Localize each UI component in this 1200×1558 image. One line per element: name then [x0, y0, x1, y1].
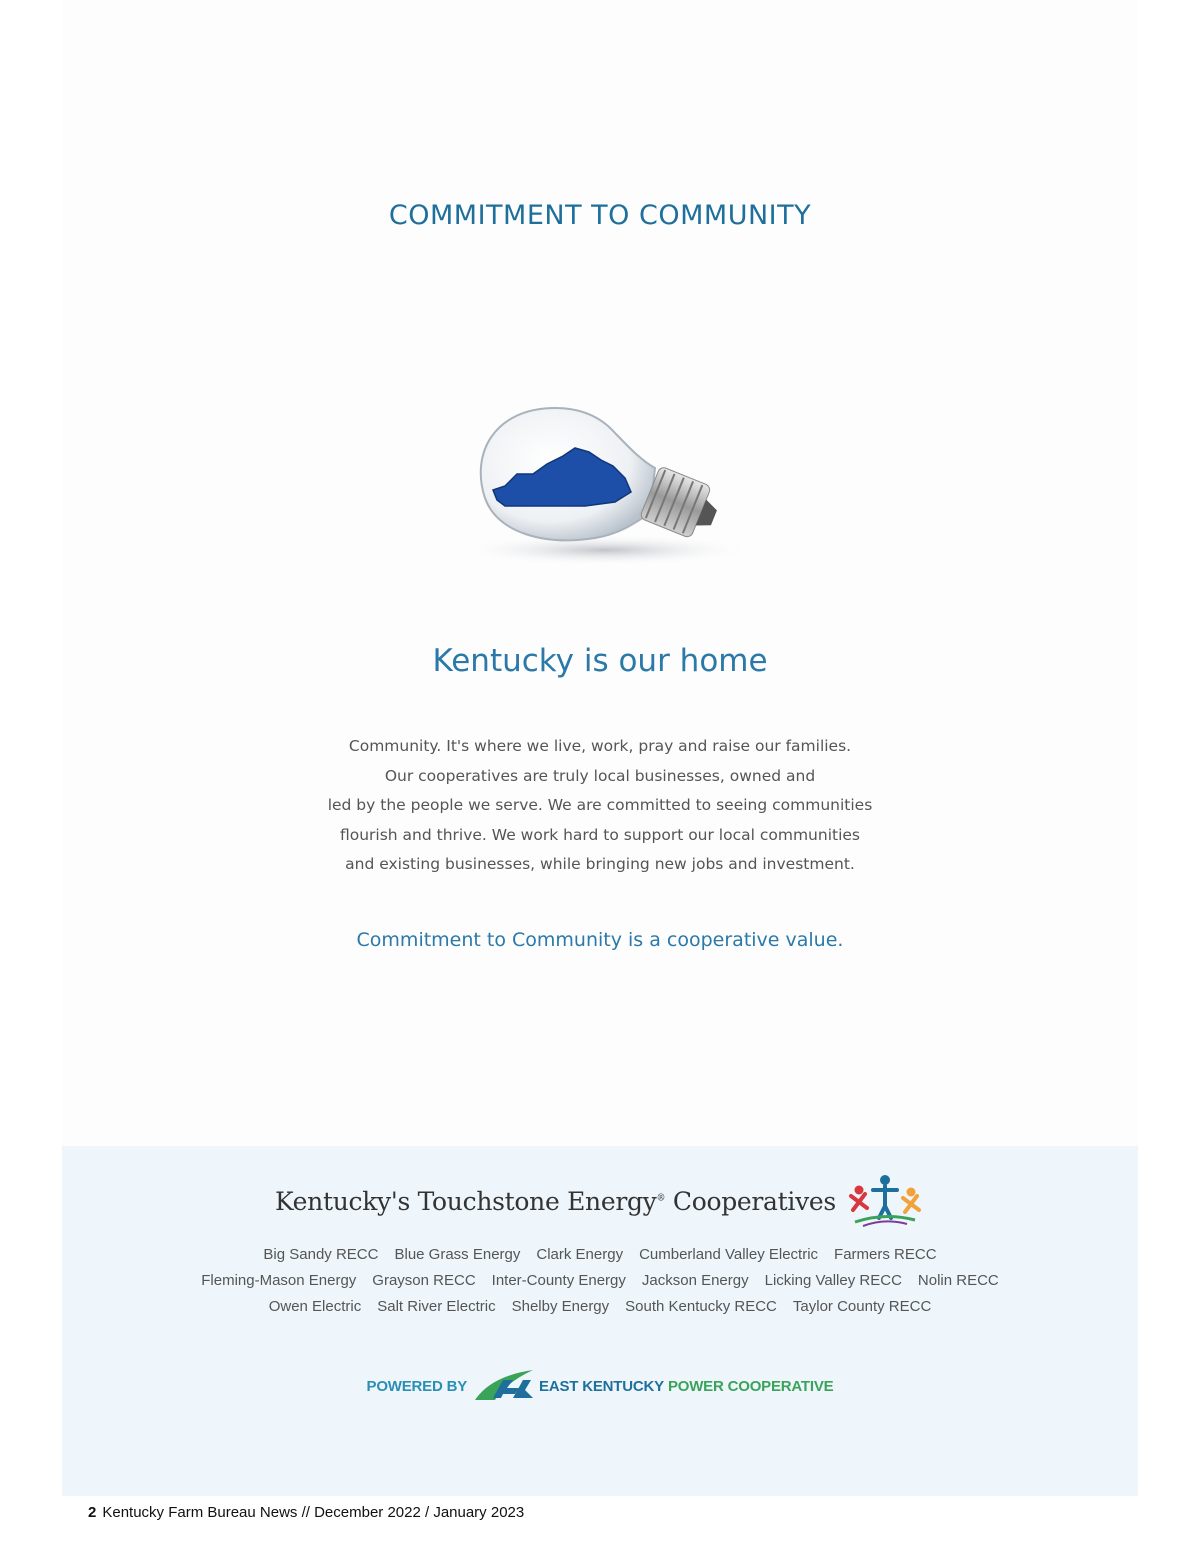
body-line: and existing businesses, while bringing new jobs and investment.: [345, 855, 855, 873]
ekpc-logo-icon: [473, 1368, 535, 1404]
coop-item: Owen Electric: [268, 1298, 362, 1315]
coop-item: Nolin RECC: [917, 1272, 999, 1289]
coop-item: Blue Grass Energy: [394, 1246, 521, 1263]
powered-by-lockup: [0, 1358, 1200, 1414]
coop-item: Clark Energy: [536, 1246, 624, 1263]
body-line: Our cooperatives are truly local businesses, owned and: [384, 766, 816, 785]
page-number: 2: [88, 1504, 97, 1521]
coop-item: Licking Valley RECC: [764, 1272, 902, 1289]
brand-name: Kentucky's Touchstone Energy® Cooperatives: [274, 1186, 836, 1216]
touchstone-people-icon: [845, 1172, 925, 1230]
coop-item: Shelby Energy: [511, 1298, 610, 1315]
coop-item: Big Sandy RECC: [263, 1246, 379, 1263]
ad-body: [0, 732, 1200, 880]
coop-item: Jackson Energy: [641, 1272, 749, 1289]
coop-item: Cumberland Valley Electric: [639, 1246, 819, 1263]
coop-item: Taylor County RECC: [792, 1298, 932, 1315]
coop-item: South Kentucky RECC: [625, 1298, 777, 1315]
ekpc-name-part1: EAST KENTUCKY: [539, 1377, 664, 1395]
kentucky-lightbulb-icon: [455, 398, 765, 573]
brand-lockup: [0, 1172, 1200, 1232]
coop-row: [0, 1268, 1200, 1294]
ad-subhead: Kentucky is our home: [432, 643, 768, 679]
registered-mark: ®: [656, 1193, 666, 1204]
ad-headline: COMMITMENT TO COMMUNITY: [388, 200, 812, 231]
body-line: led by the people we serve. We are committed to seeing communities: [327, 796, 873, 814]
coop-item: Salt River Electric: [377, 1298, 496, 1315]
body-line: Community. It's where we live, work, pray and raise our families.: [348, 737, 852, 755]
coop-item: Farmers RECC: [834, 1246, 937, 1263]
ad-panel: [62, 0, 1138, 1146]
coop-row: [0, 1242, 1200, 1268]
coop-row: [0, 1294, 1200, 1320]
coop-item: Grayson RECC: [372, 1272, 476, 1289]
publication-info: Kentucky Farm Bureau News // December 2022 / January 2023: [102, 1504, 525, 1521]
body-line: flourish and thrive. We work hard to support our local communities: [339, 825, 861, 844]
page-footer: [88, 1502, 524, 1524]
powered-by-label: POWERED BY: [366, 1377, 468, 1395]
coop-item: Fleming-Mason Energy: [201, 1272, 357, 1289]
cooperative-list: [0, 1242, 1200, 1320]
ekpc-name-part2: POWER COOPERATIVE: [667, 1377, 834, 1395]
ad-tagline: Commitment to Community is a cooperative value.: [356, 929, 844, 951]
coop-item: Inter-County Energy: [491, 1272, 626, 1289]
